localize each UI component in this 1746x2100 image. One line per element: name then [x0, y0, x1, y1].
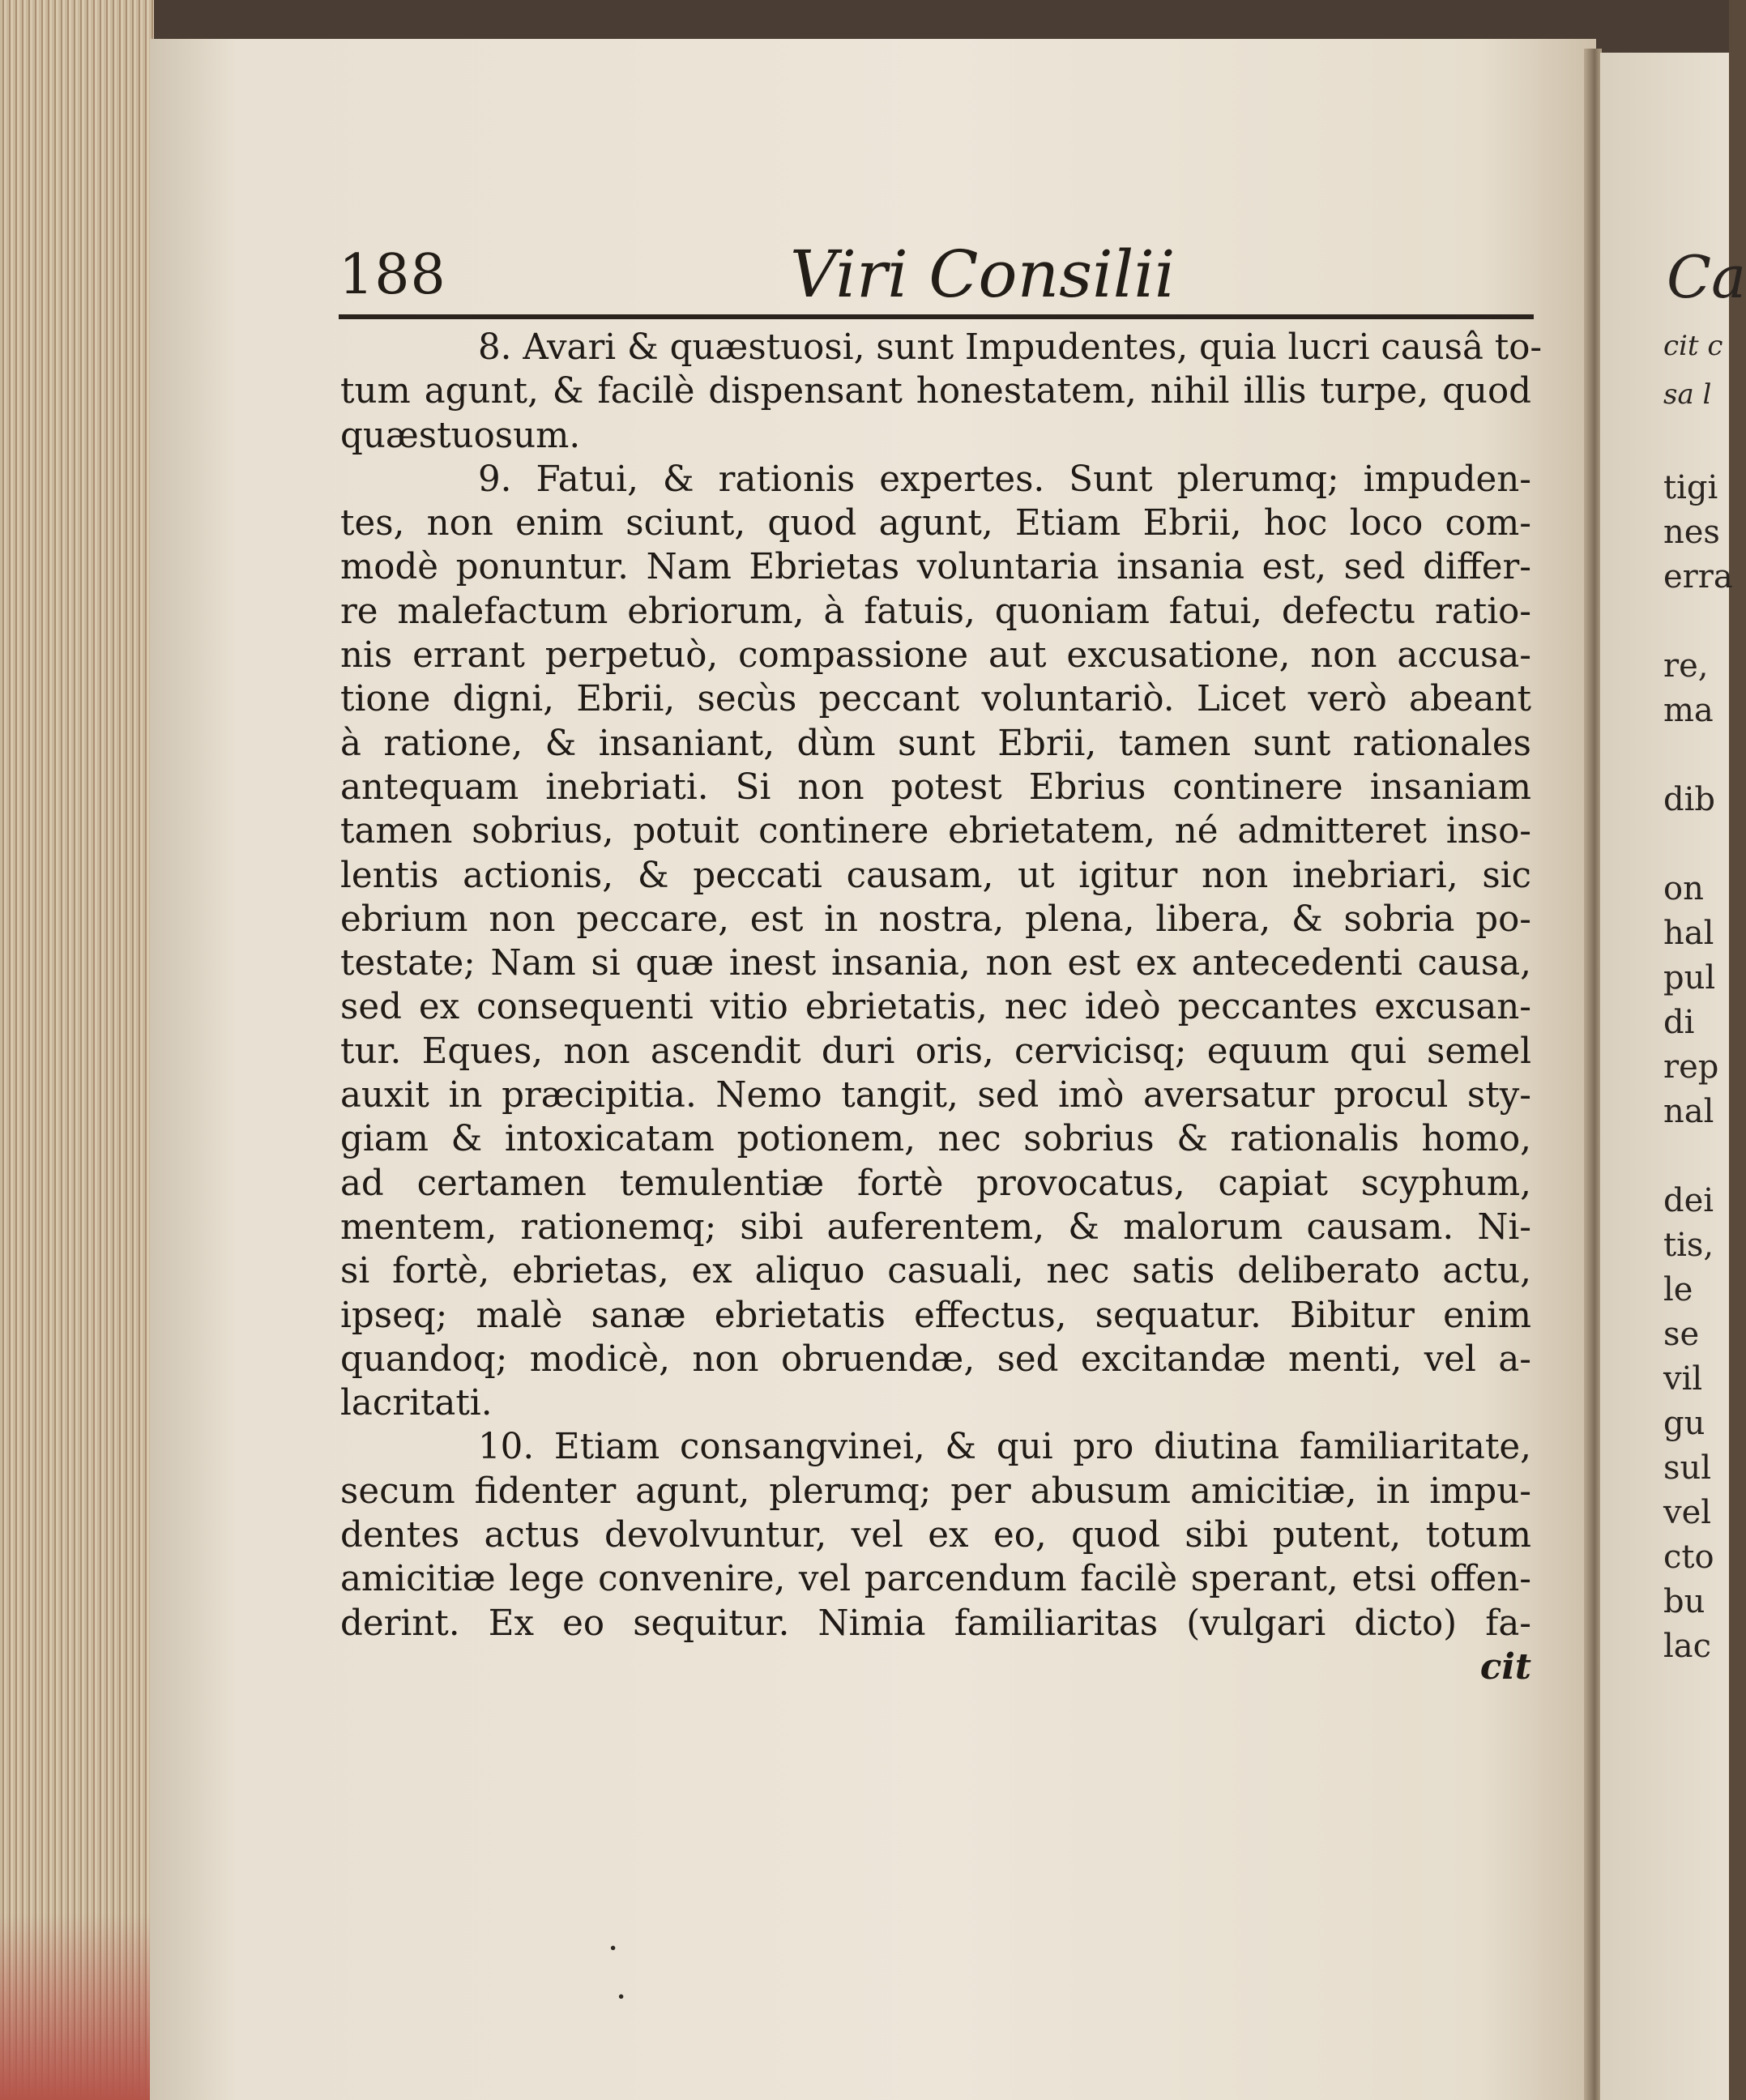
text-line: testate; Nam si quæ inest insania, non est ex antecedenti causa,	[340, 943, 1531, 984]
facing-line: nal	[1663, 1093, 1714, 1130]
text-line: quandoq; modicè, non obruendæ, sed excitandæ menti, vel a-	[340, 1338, 1531, 1380]
text-line: ad certamen temulentiæ fortè provocatus, capiat scyphum,	[340, 1163, 1531, 1204]
text-line: tamen sobrius, potuit continere ebrietatem, né admitteret inso-	[340, 811, 1531, 852]
running-title: Viri Consilii	[790, 237, 1176, 312]
facing-line: di	[1663, 1004, 1695, 1041]
page-number: 188	[339, 243, 446, 307]
facing-line: tigi	[1663, 469, 1718, 506]
text-line: tione digni, Ebrii, secùs peccant voluntariò. Licet verò abeant	[340, 679, 1531, 720]
facing-line: dei	[1663, 1182, 1714, 1219]
facing-line: vil	[1663, 1360, 1703, 1398]
text-line: mentem, rationemq; sibi auferentem, & malorum causam. Ni-	[340, 1206, 1531, 1248]
text-line: amicitiæ lege convenire, vel parcendum facilè sperant, etsi offen-	[340, 1559, 1531, 1600]
facing-line: nes	[1663, 514, 1720, 551]
facing-line: erra	[1663, 558, 1733, 595]
text-line: 8. Avari & quæstuosi, sunt Impudentes, quia lucri causâ to-	[478, 327, 1543, 368]
text-line: auxit in præcipitia. Nemo tangit, sed imò aversatur procul sty-	[340, 1075, 1531, 1116]
facing-line: on	[1663, 870, 1704, 907]
facing-line: hal	[1663, 915, 1714, 952]
ink-smudge: ·	[616, 1977, 627, 2017]
facing-line: bu	[1663, 1583, 1705, 1620]
header-rule	[339, 314, 1534, 319]
ink-smudge: ·	[608, 1928, 619, 1968]
facing-line: re,	[1663, 647, 1709, 685]
facing-line: rep	[1663, 1048, 1719, 1086]
text-line: secum fidenter agunt, plerumq; per abusum amicitiæ, in impu-	[340, 1470, 1531, 1512]
text-line: 10. Etiam consangvinei, & qui pro diutina familiaritate,	[478, 1427, 1531, 1468]
text-line: si fortè, ebrietas, ex aliquo casuali, nec satis deliberato actu,	[340, 1251, 1531, 1292]
facing-line: lac	[1663, 1628, 1712, 1665]
book-gutter	[1584, 49, 1602, 2100]
facing-page	[1600, 53, 1746, 2100]
catchword: cit	[1479, 1645, 1531, 1688]
facing-line: le	[1663, 1271, 1693, 1308]
text-line: lacritati.	[340, 1383, 493, 1424]
text-line: tum agunt, & facilè dispensant honestatem, nihil illis turpe, quod	[340, 371, 1531, 412]
text-line: tur. Eques, non ascendit duri oris, cervicisq; equum qui semel	[340, 1031, 1531, 1072]
facing-line: sul	[1663, 1449, 1712, 1487]
text-line: quæstuosum.	[340, 415, 581, 456]
text-line: dentes actus devolvuntur, vel ex eo, quod sibi putent, totum	[340, 1515, 1531, 1556]
facing-line: gu	[1663, 1405, 1705, 1442]
text-line: 9. Fatui, & rationis expertes. Sunt plerumq; impuden-	[478, 459, 1531, 500]
facing-line: sa l	[1663, 378, 1712, 411]
body-text	[340, 326, 1543, 1689]
facing-line: dib	[1663, 781, 1716, 818]
text-line: giam & intoxicatam potionem, nec sobrius & rationalis homo,	[340, 1119, 1531, 1160]
text-line: antequam inebriati. Si non potest Ebrius continere insaniam	[340, 766, 1531, 808]
text-line: ebrium non peccare, est in nostra, plena, libera, & sobria po-	[340, 898, 1531, 940]
text-line: lentis actionis, & peccati causam, ut igitur non inebriari, sic	[340, 855, 1531, 896]
text-line: modè ponuntur. Nam Ebrietas voluntaria insania est, sed differ-	[340, 547, 1531, 588]
text-line: tes, non enim sciunt, quod agunt, Etiam Ebrii, hoc loco com-	[340, 503, 1531, 544]
text-line: derint. Ex eo sequitur. Nimia familiaritas (vulgari dicto) fa-	[340, 1603, 1531, 1644]
facing-line: cit c	[1663, 330, 1723, 362]
text-line: à ratione, & insaniant, dùm sunt Ebrii, tamen sunt rationales	[340, 723, 1531, 764]
book-page-edges	[0, 0, 154, 2100]
facing-line: se	[1663, 1316, 1700, 1353]
facing-line: pul	[1663, 959, 1716, 997]
facing-line: vel	[1663, 1494, 1712, 1531]
text-line: ipseq; malè sanæ ebrietatis effectus, sequatur. Bibitur enim	[340, 1295, 1531, 1336]
facing-line: ma	[1663, 692, 1714, 729]
facing-page-header: Ca	[1667, 243, 1746, 311]
facing-line: cto	[1663, 1539, 1714, 1576]
text-line: sed ex consequenti vitio ebrietatis, nec ideò peccantes excusan-	[340, 987, 1531, 1028]
text-line: re malefactum ebriorum, à fatuis, quoniam fatui, defectu ratio-	[340, 591, 1531, 632]
facing-line: tis,	[1663, 1227, 1714, 1264]
text-line: nis errant perpetuò, compassione aut excusatione, non accusa-	[340, 635, 1531, 677]
